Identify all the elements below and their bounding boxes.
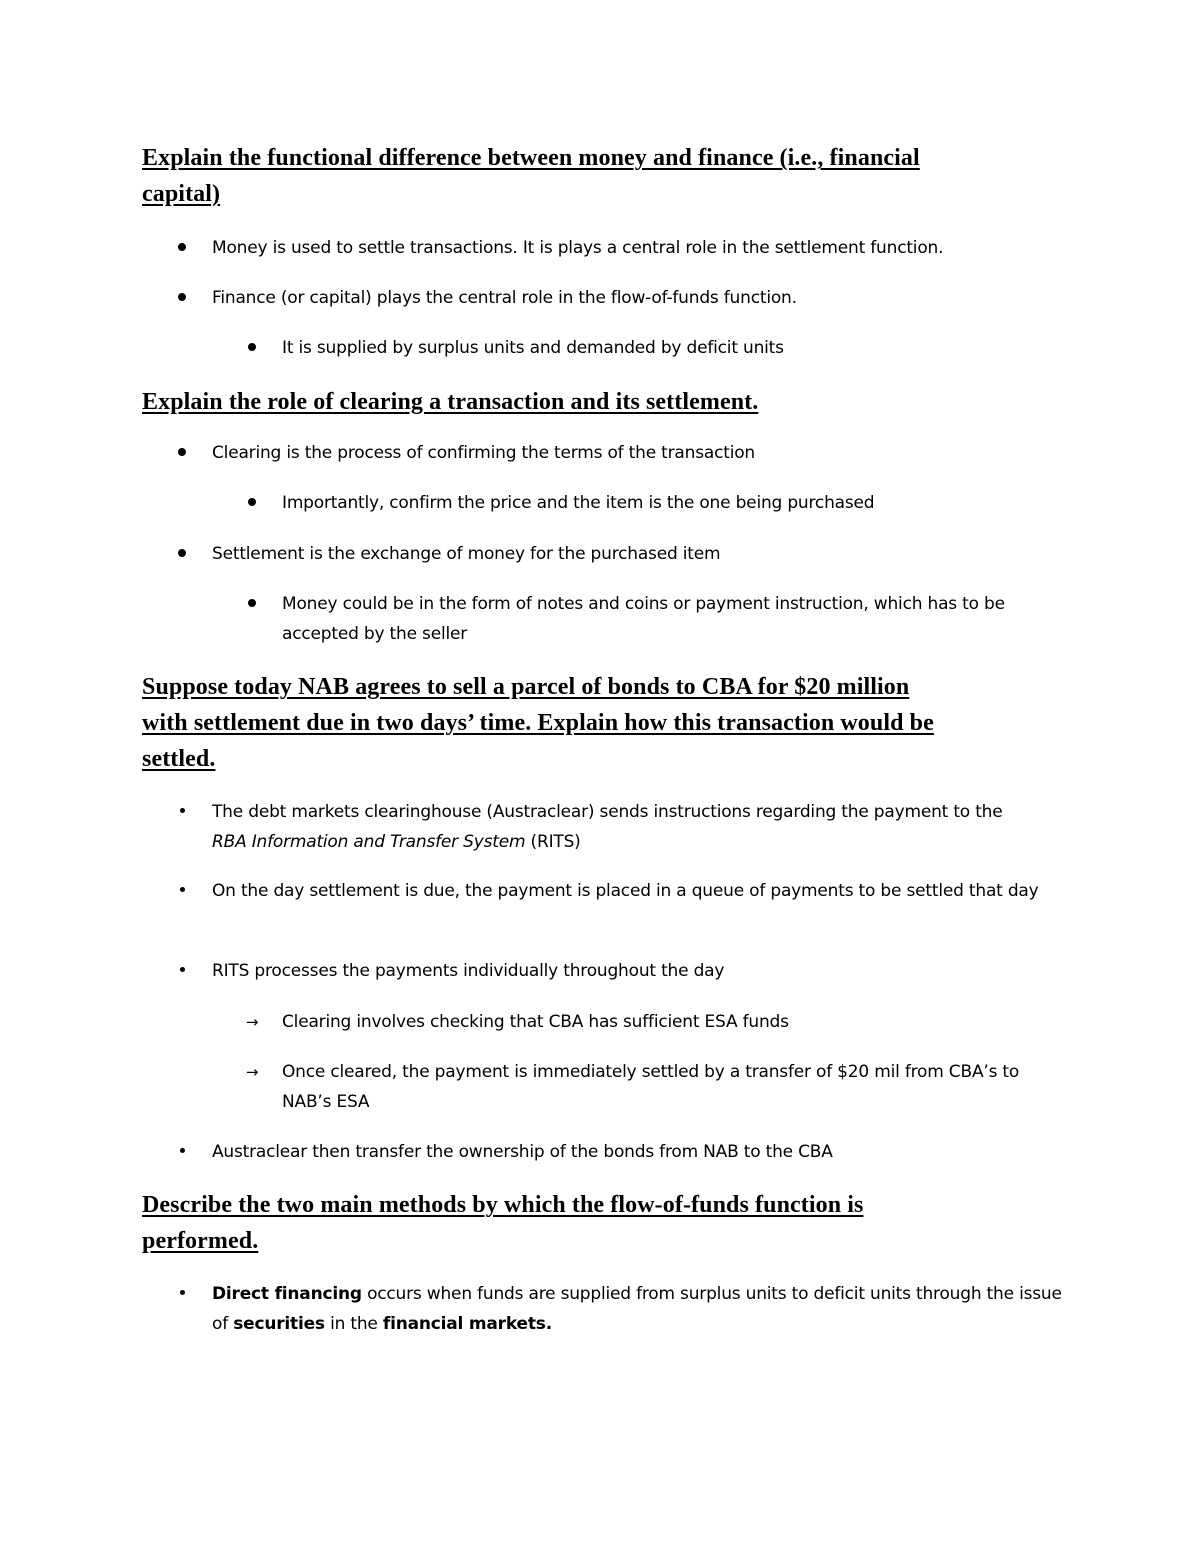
arrow-right-icon: → <box>245 1013 259 1031</box>
heading-line: Suppose today NAB agrees to sell a parcel of bonds to CBA for $20 million <box>142 674 910 700</box>
heading-nab-cba-example <box>142 669 1062 777</box>
list-item: Direct financing occurs when funds are supplied from surplus units to deficit units through the issue of securities in the financial markets. <box>212 1279 1062 1339</box>
bullet-icon <box>242 589 262 619</box>
list-item: Money is used to settle transactions. It is plays a central role in the settlement function. <box>212 233 1062 263</box>
heading-line: Describe the two main methods by which the flow-of-funds function is <box>142 1192 864 1218</box>
arrow-right-icon: → <box>245 1063 259 1081</box>
heading-clearing-settlement <box>142 384 1062 420</box>
list-item: It is supplied by surplus units and demanded by deficit units <box>282 333 1062 363</box>
bullet-icon <box>172 539 192 569</box>
bullet-icon <box>172 283 192 313</box>
small-bullet-icon <box>172 956 192 986</box>
list-item: Money could be in the form of notes and coins or payment instruction, which has to be accepted by the seller <box>282 589 1062 649</box>
bullet-icon <box>172 233 192 263</box>
list-item: → Clearing involves checking that CBA has sufficient ESA funds <box>282 1007 1062 1037</box>
list-item: The debt markets clearinghouse (Austraclear) sends instructions regarding the payment to the RBA Information and Transfer System (RITS) <box>212 797 1062 857</box>
heading-line: settled. <box>142 746 216 772</box>
heading-line: performed. <box>142 1228 259 1254</box>
list-item: Clearing is the process of confirming the terms of the transaction <box>212 438 1062 468</box>
list-item: Importantly, confirm the price and the item is the one being purchased <box>282 488 1062 518</box>
list-item: Finance (or capital) plays the central role in the flow-of-funds function. <box>212 283 1062 313</box>
bullet-icon <box>242 333 262 363</box>
heading-flow-of-funds-methods <box>142 1187 1062 1259</box>
list-item: Settlement is the exchange of money for the purchased item <box>212 539 1062 569</box>
list-item: On the day settlement is due, the payment is placed in a queue of payments to be settled that day <box>212 876 1062 906</box>
list-item: RITS processes the payments individually throughout the day <box>212 956 1062 986</box>
heading-line: Explain the functional difference between money and finance (i.e., financial <box>142 145 920 171</box>
small-bullet-icon <box>172 1137 192 1167</box>
bullet-icon <box>172 438 192 468</box>
heading-line: with settlement due in two days’ time. Explain how this transaction would be <box>142 710 934 736</box>
small-bullet-icon <box>172 876 192 906</box>
heading-line: Explain the role of clearing a transaction and its settlement. <box>142 389 759 415</box>
list-item: Austraclear then transfer the ownership of the bonds from NAB to the CBA <box>212 1137 1062 1167</box>
heading-line: capital) <box>142 181 221 207</box>
bullet-icon <box>242 488 262 518</box>
small-bullet-icon <box>172 797 192 827</box>
small-bullet-icon <box>172 1279 192 1309</box>
heading-money-vs-finance <box>142 140 1062 212</box>
list-item: → Once cleared, the payment is immediately settled by a transfer of $20 mil from CBA’s to NAB’s ESA <box>282 1057 1062 1117</box>
